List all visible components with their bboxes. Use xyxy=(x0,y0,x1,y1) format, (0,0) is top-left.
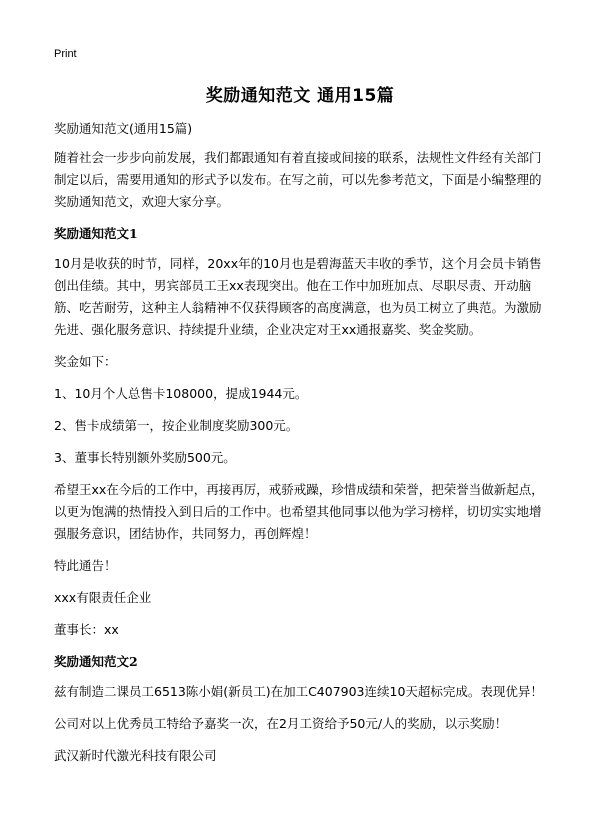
section-heading-1: 奖励通知范文1 xyxy=(54,226,138,241)
chairman-signature: 董事长：xx xyxy=(54,622,119,637)
company-signature: xxx有限责任企业 xyxy=(54,590,152,605)
bonus-intro: 奖金如下： xyxy=(54,354,117,369)
bonus-item: 2、售卡成绩第一，按企业制度奖励300元。 xyxy=(54,418,299,433)
section2-award: 公司对以上优秀员工特给予嘉奖一次，在2月工资给予50元/人的奖励，以示奖励！ xyxy=(54,716,508,731)
print-link[interactable]: Print xyxy=(54,48,77,60)
section1-paragraph: 10月是收获的时节，同样，20xx年的10月也是碧海蓝天丰收的季节，这个月会员卡销售创出佳绩。其中，男宾部员工王xx表现突出。他在工作中加班加点、尽职尽责、开动脑筋、吃苦耐劳，这种主人翁精神不仅获得顾客的高度满意，也为员工树立了典范。为激励先进、强化服务意识、持续提升业绩，企业决定对王xx通报嘉奖、奖金奖励。 xyxy=(54,256,542,337)
page-title: 奖励通知范文 通用15篇 xyxy=(205,86,395,106)
bonus-item: 1、10月个人总售卡108000，提成1944元。 xyxy=(54,386,308,401)
hope-paragraph: 希望王xx在今后的工作中，再接再厉，戒骄戒躁，珍惜成绩和荣誉，把荣誉当做新起点，以更为饱满的热情投入到日后的工作中。也希望其他同事以他为学习榜样，切切实实地增强服务意识，团结协作，共同努力，再创辉煌！ xyxy=(54,482,544,541)
article-body xyxy=(54,118,552,777)
bonus-item: 3、董事长特别额外奖励500元。 xyxy=(54,450,236,465)
section2-company: 武汉新时代激光科技有限公司 xyxy=(54,748,217,763)
section-heading-2: 奖励通知范文2 xyxy=(54,654,138,669)
section2-paragraph: 兹有制造二课员工6513陈小娟(新员工)在加工C407903连续10天超标完成。表现优异！ xyxy=(54,684,543,699)
intro-paragraph: 随着社会一步步向前发展，我们都跟通知有着直接或间接的联系，法规性文件经有关部门制定以后，需要用通知的形式予以发布。在写之前，可以先参考范文，下面是小编整理的奖励通知范文，欢迎大家分享。 xyxy=(54,150,542,209)
article-subtitle: 奖励通知范文(通用15篇) xyxy=(54,121,193,136)
notice-line: 特此通告！ xyxy=(54,558,117,573)
